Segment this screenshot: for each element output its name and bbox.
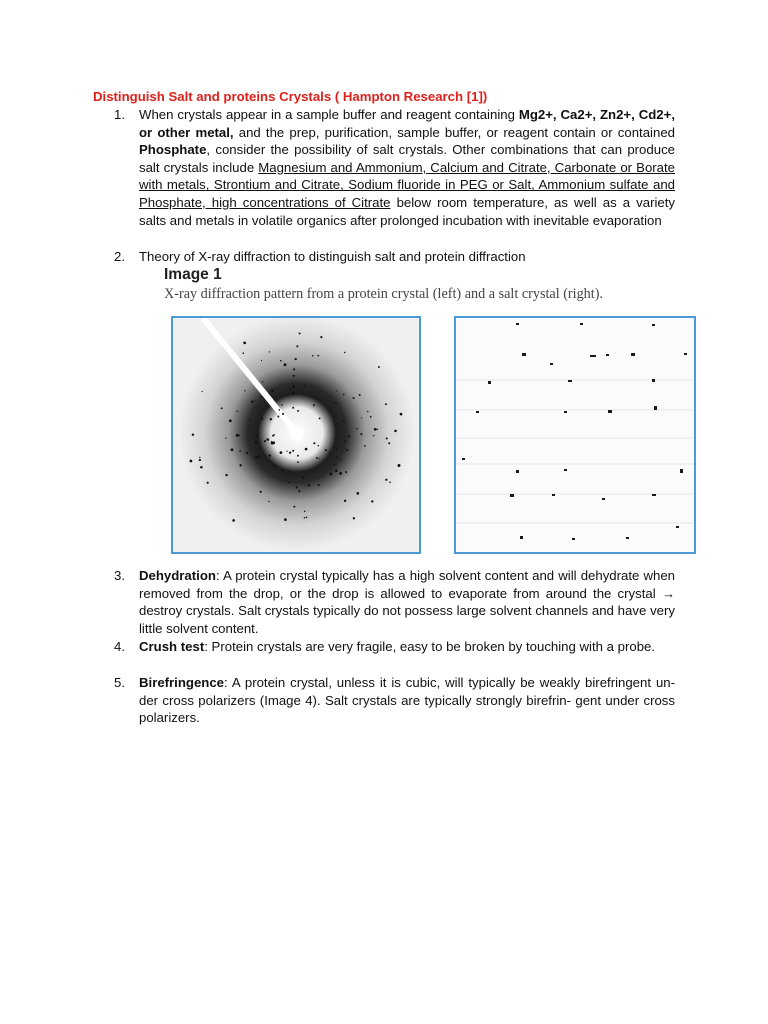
list-number: 2. [114, 249, 125, 264]
diffraction-spot [303, 385, 305, 387]
diffraction-spot [325, 449, 327, 451]
diffraction-spot [199, 459, 201, 461]
diffraction-spot [335, 469, 338, 472]
diffraction-spot [353, 397, 355, 399]
diffraction-spot [190, 460, 193, 463]
diffraction-spot [336, 457, 338, 459]
diffraction-spot [339, 472, 342, 475]
diffraction-spot [243, 342, 246, 345]
diffraction-spot [260, 491, 262, 493]
bold-text: Crush test [139, 639, 205, 654]
diffraction-spot [279, 409, 281, 411]
diffraction-spot [249, 420, 250, 421]
diffraction-spot [249, 425, 250, 426]
diffraction-spot [255, 456, 258, 459]
diffraction-spot [386, 437, 388, 439]
diffraction-spot [292, 385, 295, 388]
diffraction-spot [264, 440, 266, 442]
diffraction-spot [231, 448, 234, 451]
diffraction-spot [237, 411, 239, 413]
diffraction-spot [236, 434, 238, 436]
diffraction-spot [286, 450, 287, 451]
list-item-text [139, 638, 675, 656]
diffraction-spot [306, 485, 307, 486]
diffraction-spot [353, 517, 355, 519]
diffraction-spot [356, 492, 359, 495]
diffraction-spot [280, 451, 283, 454]
diffraction-spot [343, 394, 345, 396]
list-item-5 [114, 674, 675, 727]
diffraction-spot [289, 388, 290, 389]
diffraction-spot [295, 358, 297, 360]
diffraction-spot [345, 471, 347, 473]
diffraction-spot [301, 476, 304, 479]
diffraction-spot [284, 363, 287, 366]
diffraction-spot [336, 447, 338, 449]
diffraction-spot [289, 451, 291, 453]
diffraction-spot [261, 417, 263, 419]
diffraction-spot [344, 440, 346, 442]
diffraction-spot [251, 401, 254, 404]
diffraction-spot [385, 403, 387, 405]
diffraction-spot [268, 501, 269, 502]
list-item-4 [114, 638, 675, 656]
diffraction-spot [320, 336, 322, 338]
bold-text: Dehydration [139, 568, 216, 583]
salt-diffraction-svg [456, 318, 694, 552]
diffraction-spot [293, 375, 295, 377]
diffraction-spot [221, 407, 223, 409]
diffraction-spot [394, 430, 397, 433]
diffraction-spot [288, 481, 290, 483]
diffraction-spot [304, 511, 305, 512]
diffraction-spot [297, 410, 299, 412]
diffraction-spot [260, 396, 262, 398]
diffraction-spot [271, 389, 274, 392]
diffraction-spot [348, 435, 350, 437]
diffraction-spot [334, 464, 335, 465]
diffraction-spot [266, 438, 269, 441]
figure-caption: X-ray diffraction pattern from a protein crystal (left) and a salt crystal (right). [164, 286, 603, 302]
diffraction-spot [371, 500, 373, 502]
diffraction-spot [330, 472, 333, 475]
diffraction-spot [312, 355, 314, 357]
list-item-text [139, 106, 675, 229]
diffraction-spot [192, 433, 194, 435]
diffraction-spot [258, 455, 261, 458]
diffraction-spot [296, 486, 298, 488]
diffraction-spot [225, 437, 226, 438]
diffraction-spot [389, 481, 391, 483]
diffraction-spot [377, 429, 378, 430]
list-item-1 [114, 106, 676, 229]
diffraction-spot [262, 381, 263, 382]
diffraction-spot [313, 442, 315, 444]
diffraction-spot [225, 474, 227, 476]
beam-center [290, 427, 304, 441]
diffraction-spot [254, 400, 255, 401]
diffraction-spot [281, 469, 283, 471]
diffraction-spot [292, 450, 294, 452]
diffraction-spot [331, 408, 332, 409]
diffraction-spot [318, 458, 319, 459]
diffraction-spot [282, 413, 284, 415]
diffraction-spot [359, 394, 361, 396]
list-number: 4. [114, 639, 125, 654]
diffraction-spot [346, 449, 348, 451]
salt-diffraction-image [454, 316, 696, 554]
list-item-text [139, 674, 675, 727]
diffraction-spot [364, 445, 366, 447]
diffraction-spot [270, 418, 272, 420]
diffraction-spot [273, 464, 276, 467]
list-item-text [139, 248, 675, 266]
diffraction-spot [275, 396, 277, 398]
text-run: below room temperature, as well as a variety salts and metals in volatile organics after prolonged incubation with inevitable evaporation [139, 194, 676, 228]
bold-text: Mg2+, Ca2+, Zn2+, Cd2+, or other metal, [139, 107, 675, 140]
diffraction-spot [356, 428, 358, 430]
diffraction-spot [344, 352, 345, 353]
diffraction-spot [370, 416, 372, 418]
diffraction-spot [316, 457, 318, 459]
list-item-text [139, 567, 675, 637]
diffraction-spot [344, 500, 346, 502]
diffraction-spot [269, 454, 271, 456]
diffraction-spot [292, 407, 294, 409]
diffraction-spot [335, 402, 337, 404]
diffraction-spot [361, 417, 362, 418]
diffraction-spot [319, 417, 321, 419]
diffraction-spot [299, 333, 301, 335]
diffraction-spot [329, 452, 330, 453]
bold-text: → [661, 585, 675, 601]
list-number: 3. [114, 568, 125, 583]
diffraction-spot [388, 442, 390, 444]
diffraction-spot [385, 479, 387, 481]
text-run: : Protein crystals are very fragile, easy to be broken by touching with a probe. [204, 639, 656, 654]
diffraction-spot [207, 482, 209, 484]
list-item-3 [114, 567, 675, 637]
diffraction-spot [200, 466, 203, 469]
diffraction-spot [308, 484, 310, 486]
diffraction-spot [373, 435, 374, 436]
diffraction-spot [305, 448, 308, 451]
diffraction-spot [232, 519, 235, 522]
protein-diffraction-svg [173, 318, 419, 552]
diffraction-spot [367, 411, 368, 412]
salt-background [456, 318, 694, 552]
text-run: Theory of X-ray diffraction to distinguish salt and protein diffraction [139, 249, 526, 264]
text-run: : A protein crystal typically has a high solvent content and will dehydrate when removed from the drop, or the drop is allowed to evaporate from around the crystal [139, 568, 675, 601]
diffraction-spot [318, 484, 320, 486]
diffraction-spot [317, 445, 319, 447]
diffraction-spot [317, 355, 319, 357]
underlined-text: Magnesium and Ammonium, Calcium and Citrate, Carbonate or Borate with metals, Strontium and Citrate, Sodium fluoride in PEG or Salt, Ammonium sulfate and Phosphate, high concentrations of Citrate [139, 159, 676, 210]
list-number: 1. [114, 107, 125, 122]
diffraction-spot [298, 490, 300, 492]
diffraction-spot [261, 360, 262, 361]
bold-text: Birefringence [139, 675, 225, 690]
diffraction-spot [280, 360, 282, 362]
diffraction-spot [313, 404, 315, 406]
diffraction-spot [336, 390, 337, 391]
diffraction-spot [296, 345, 298, 347]
diffraction-spot [272, 435, 274, 437]
diffraction-spot [269, 351, 270, 352]
diffraction-spot [297, 455, 299, 457]
diffraction-spot [400, 413, 403, 416]
diffraction-spot [272, 441, 275, 444]
text-run: : A protein crystal, unless it is cubic, will typically be weakly birefringent un- der cross polarizers (Image 4). Salt crystals are typically strongly birefrin- gent under cross polarizers. [139, 675, 675, 726]
diffraction-spot [238, 434, 240, 436]
diffraction-spot [277, 416, 279, 418]
diffraction-spot [242, 352, 244, 354]
diffraction-spot [293, 506, 295, 508]
diffraction-spot [255, 441, 258, 444]
text-run: , consider the possibility of salt crystals. Other combinations that can produce salt crystals include [139, 142, 675, 175]
diffraction-spot [239, 450, 241, 452]
text-run: and the prep, purification, sample buffer, or reagent contain or contained [233, 124, 675, 140]
diffraction-spot [256, 435, 258, 437]
text-run: destroy crystals. Salt crystals typically do not possess large solvent channels and have very little solvent content. [139, 603, 675, 636]
diffraction-spot [202, 391, 203, 392]
diffraction-spot [239, 464, 241, 466]
bold-text: Phosphate [139, 142, 207, 158]
figure-title: Image 1 [164, 266, 222, 283]
diffraction-spot [284, 518, 287, 521]
diffraction-spot [343, 420, 345, 422]
diffraction-spot [229, 419, 232, 422]
diffraction-spot [378, 366, 380, 368]
diffraction-spot [304, 517, 305, 518]
diffraction-spot [360, 433, 362, 435]
protein-diffraction-image [171, 316, 421, 554]
diffraction-spot [398, 464, 401, 467]
diffraction-spot [306, 517, 308, 519]
diffraction-spot [199, 457, 200, 458]
list-number: 5. [114, 675, 125, 690]
diffraction-spot [244, 390, 245, 391]
diffraction-spot [374, 428, 377, 431]
diffraction-spot [297, 461, 299, 463]
diffraction-spot [246, 452, 248, 454]
list-item-2 [114, 248, 675, 266]
document-heading: Distinguish Salt and proteins Crystals ( Hampton Research [1]) [93, 89, 488, 104]
diffraction-spot [292, 392, 295, 395]
text-run: When crystals appear in a sample buffer and reagent containing [139, 107, 519, 122]
diffraction-spot [340, 459, 341, 460]
diffraction-spot [293, 368, 295, 370]
diffraction-spot [281, 404, 283, 406]
